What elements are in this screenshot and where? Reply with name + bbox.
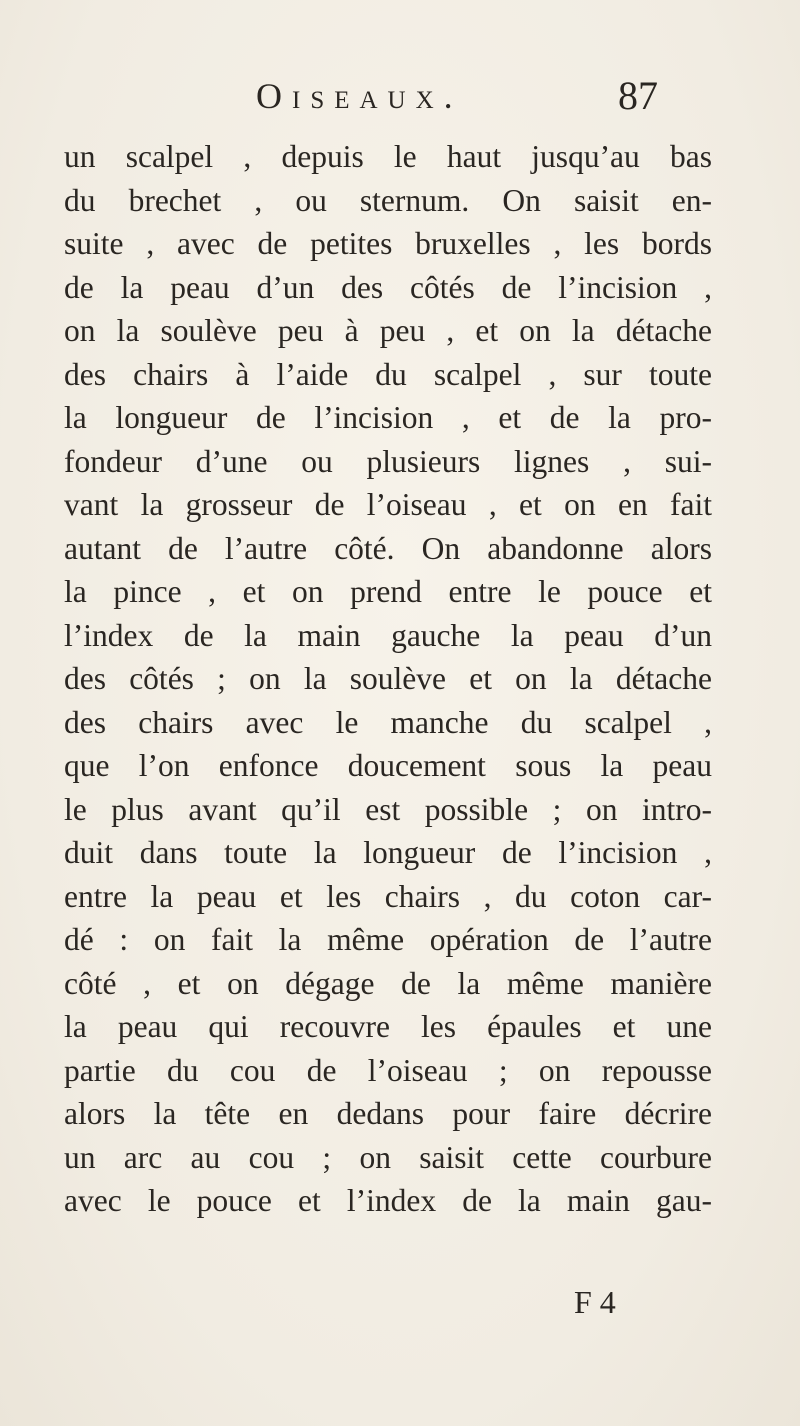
text-line: on la soulève peu à peu , et on la détache	[64, 313, 712, 348]
text-line: partie du cou de l’oiseau ; on repousse	[64, 1052, 712, 1088]
text-line: fondeur d’une ou plusieurs lignes , sui-	[64, 443, 712, 479]
signature-mark: F 4	[574, 1284, 616, 1320]
text-line: autant de l’autre côté. On abandonne alors	[64, 530, 712, 566]
text-line: côté , et on dégage de la même manière	[64, 965, 712, 1001]
text-line: que l’on enfonce doucement sous la peau	[64, 748, 712, 783]
text-line: alors la tête en dedans pour faire décrire	[64, 1096, 712, 1131]
text-line: le plus avant qu’il est possible ; on intro-	[64, 791, 712, 827]
text-line: de la peau d’un des côtés de l’incision ,	[64, 269, 712, 305]
text-line: un arc au cou ; on saisit cette courbure	[64, 1139, 712, 1175]
text-line: des chairs avec le manche du scalpel ,	[64, 704, 712, 740]
page-number: 87	[618, 73, 658, 118]
text-line: des côtés ; on la soulève et on la détache	[64, 661, 712, 696]
text-line: des chairs à l’aide du scalpel , sur toute	[64, 356, 712, 392]
text-line: l’index de la main gauche la peau d’un	[64, 617, 712, 653]
running-head	[0, 72, 800, 120]
text-line: un scalpel , depuis le haut jusqu’au bas	[64, 139, 712, 174]
text-line: duit dans toute la longueur de l’incision ,	[64, 835, 712, 870]
text-line: du brechet , ou sternum. On saisit en-	[64, 182, 712, 218]
text-line: avec le pouce et l’index de la main gau-	[64, 1183, 712, 1218]
text-line: la pince , et on prend entre le pouce et	[64, 574, 712, 609]
text-line: entre la peau et les chairs , du coton car-	[64, 878, 712, 914]
running-title: Oiseaux.	[256, 76, 463, 116]
text-line: la peau qui recouvre les épaules et une	[64, 1009, 712, 1044]
text-line: suite , avec de petites bruxelles , les bords	[64, 226, 712, 261]
text-line: vant la grosseur de l’oiseau , et on en fait	[64, 487, 712, 522]
text-line: la longueur de l’incision , et de la pro-	[64, 400, 712, 435]
text-line: dé : on fait la même opération de l’autre	[64, 922, 712, 957]
